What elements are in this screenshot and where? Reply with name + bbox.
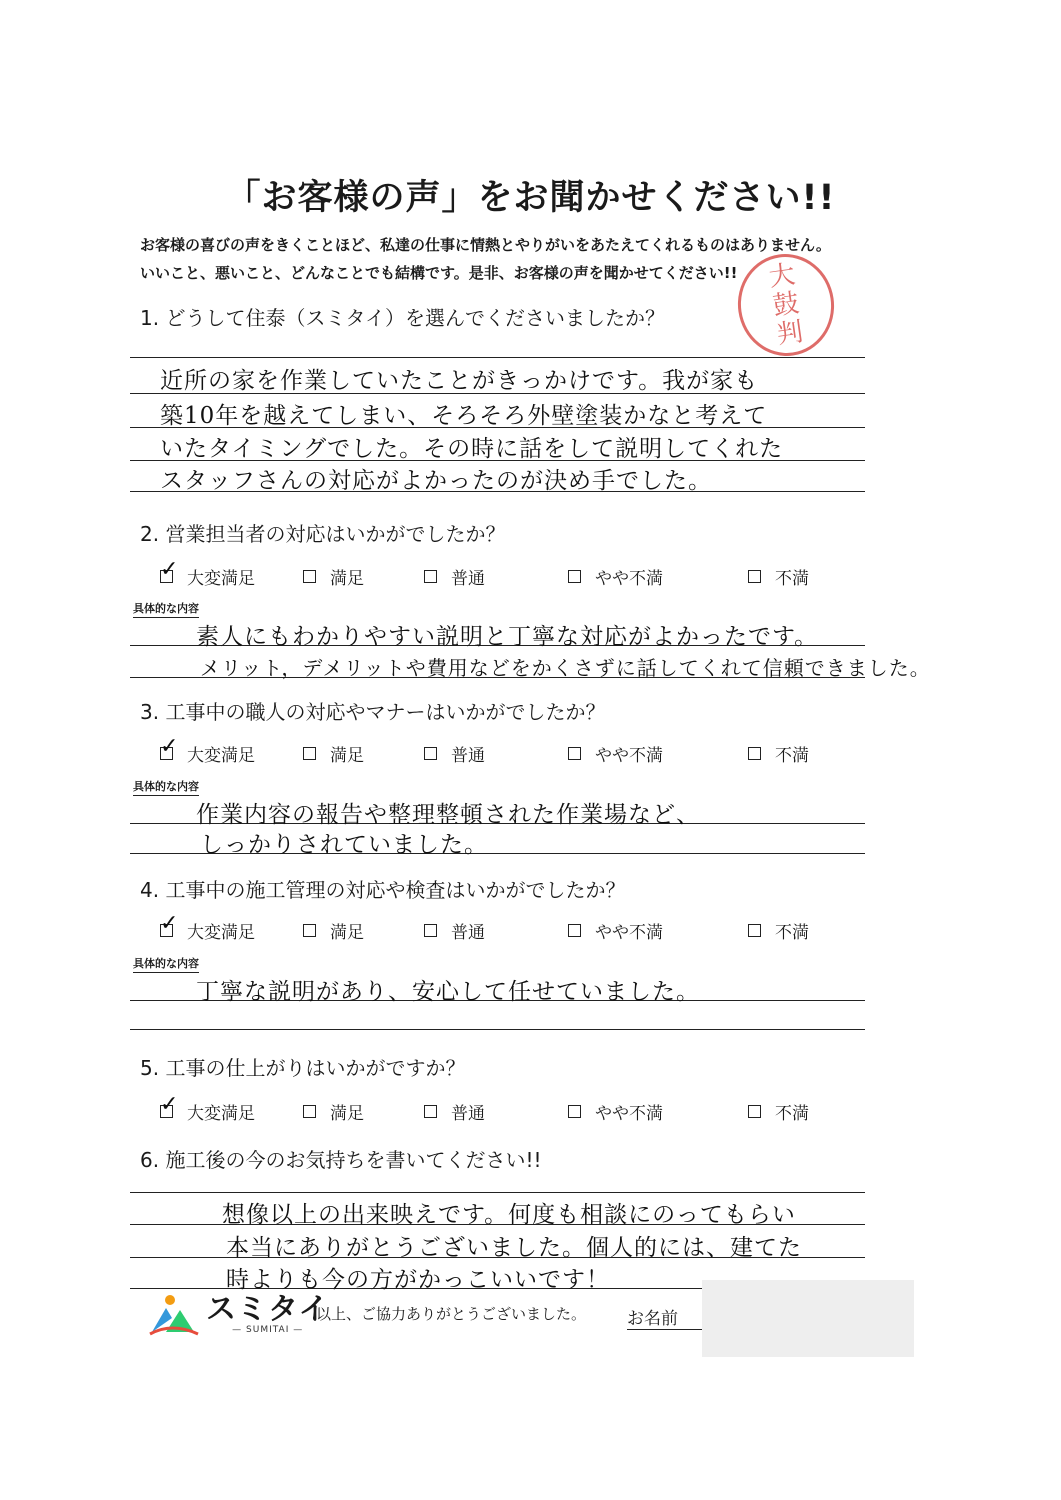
q4-option-very-satisfied[interactable]: [160, 911, 255, 943]
intro-line-2: いいこと、悪いこと、どんなことでも結構です。是非、お客様の声を聞かせてください!!: [140, 264, 738, 282]
q3-answer-line-2: しっかりされていました。: [200, 832, 488, 858]
question-2: 2. 営業担当者の対応はいかがでしたか？: [140, 522, 506, 546]
checkbox[interactable]: [303, 924, 316, 937]
option-label: 大変満足: [187, 746, 255, 766]
logo-subtext: — SUMITAI —: [232, 1325, 304, 1335]
q5-option-satisfied[interactable]: [303, 1099, 364, 1124]
option-label: 普通: [451, 923, 485, 943]
stamp-char-2: 鼓: [770, 287, 801, 322]
option-label: 満足: [330, 1104, 364, 1124]
approval-stamp: [731, 248, 840, 362]
checkbox[interactable]: [160, 911, 179, 937]
q6-answer-line-1: 想像以上の出来映えです。何度も相談にのってもらい: [222, 1202, 796, 1228]
redacted-name-block: [702, 1280, 914, 1357]
q3-option-neutral[interactable]: [424, 741, 485, 766]
q2-option-satisfied[interactable]: [303, 564, 364, 589]
option-label: やや不満: [595, 923, 663, 943]
checkbox[interactable]: [160, 734, 179, 760]
option-label: やや不満: [595, 569, 663, 589]
q5-option-dissatisfied[interactable]: [748, 1099, 809, 1124]
option-label: 不満: [775, 923, 809, 943]
question-6: 6. 施工後の今のお気持ちを書いてください!!: [140, 1148, 542, 1172]
question-4: 4. 工事中の施工管理の対応や検査はいかがでしたか？: [140, 878, 626, 902]
checkbox[interactable]: [160, 1092, 179, 1118]
q2-answer-line-1: 素人にもわかりやすい説明と丁寧な対応がよかったです。: [196, 624, 819, 650]
q2-option-neutral[interactable]: [424, 564, 485, 589]
q5-option-somewhat-dissatisfied[interactable]: [568, 1099, 663, 1124]
q4-answer-line-1: 丁寧な説明があり、安心して任せていました。: [196, 979, 700, 1005]
q2-option-somewhat-dissatisfied[interactable]: [568, 564, 663, 589]
check-icon: ✓: [160, 557, 179, 582]
checkbox[interactable]: [568, 747, 581, 760]
check-icon: ✓: [160, 911, 179, 936]
name-label-text: お名前: [627, 1309, 678, 1329]
option-label: 大変満足: [187, 1104, 255, 1124]
intro-line-1: お客様の喜びの声をきくことほど、私達の仕事に情熱とやりがいをあたえてくれるものはありません。: [140, 236, 831, 254]
q3-option-somewhat-dissatisfied[interactable]: [568, 741, 663, 766]
q2-option-dissatisfied[interactable]: [748, 564, 809, 589]
q3-option-satisfied[interactable]: [303, 741, 364, 766]
form-title: 「お客様の声」をお聞かせください!!: [225, 178, 836, 218]
detail-label: 具体的な内容: [133, 955, 199, 973]
option-label: やや不満: [595, 746, 663, 766]
stamp-char-1: 大: [766, 259, 797, 293]
q4-option-dissatisfied[interactable]: [748, 918, 809, 943]
detail-label: 具体的な内容: [133, 778, 199, 796]
q1-answer-line-2: 築10年を越えてしまい、そろそろ外壁塗装かなと考えて: [160, 403, 768, 429]
detail-label: 具体的な内容: [133, 600, 199, 618]
option-label: 大変満足: [187, 569, 255, 589]
option-label: 大変満足: [187, 923, 255, 943]
option-label: やや不満: [595, 1104, 663, 1124]
checkbox[interactable]: [160, 557, 179, 583]
q1-answer-line-4: スタッフさんの対応がよかったのが決め手でした。: [160, 468, 712, 494]
checkbox[interactable]: [303, 1105, 316, 1118]
checkbox[interactable]: [568, 924, 581, 937]
check-icon: ✓: [160, 1092, 179, 1117]
option-label: 不満: [775, 569, 809, 589]
checkbox[interactable]: [424, 924, 437, 937]
checkbox[interactable]: [748, 924, 761, 937]
checkbox[interactable]: [748, 747, 761, 760]
q2-answer-line-2: メリット，デメリットや費用などをかくさずに話してくれて信頼できました。: [200, 656, 931, 680]
q1-answer-line-3: いたタイミングでした。その時に話をして説明してくれた: [160, 436, 784, 462]
checkbox[interactable]: [303, 570, 316, 583]
footer-thanks: 以上、ご協力ありがとうございました。: [316, 1305, 587, 1323]
q1-answer-line-1: 近所の家を作業していたことがきっかけです。我が家も: [160, 368, 759, 394]
option-label: 普通: [451, 746, 485, 766]
stamp-char-3: 判: [774, 316, 805, 350]
option-label: 満足: [330, 569, 364, 589]
answer-rule: [130, 1192, 865, 1193]
checkbox[interactable]: [424, 570, 437, 583]
q4-option-somewhat-dissatisfied[interactable]: [568, 918, 663, 943]
option-label: 満足: [330, 923, 364, 943]
answer-rule: [130, 357, 865, 358]
question-3: 3. 工事中の職人の対応やマナーはいかがでしたか？: [140, 700, 606, 724]
logo-wordmark: スミタイ: [206, 1292, 330, 1327]
checkbox[interactable]: [424, 1105, 437, 1118]
answer-rule: [130, 1029, 865, 1030]
question-5: 5. 工事の仕上がりはいかがですか？: [140, 1056, 466, 1080]
checkbox[interactable]: [748, 1105, 761, 1118]
option-label: 普通: [451, 1104, 485, 1124]
q4-option-satisfied[interactable]: [303, 918, 364, 943]
q4-option-neutral[interactable]: [424, 918, 485, 943]
q6-answer-line-2: 本当にありがとうございました。個人的には、建てた: [226, 1235, 802, 1261]
option-label: 普通: [451, 569, 485, 589]
q5-option-neutral[interactable]: [424, 1099, 485, 1124]
q3-answer-line-1: 作業内容の報告や整理整頓された作業場など、: [196, 802, 700, 828]
checkbox[interactable]: [424, 747, 437, 760]
q3-option-very-satisfied[interactable]: [160, 734, 255, 766]
company-logo: [146, 1292, 329, 1338]
checkbox[interactable]: [303, 747, 316, 760]
option-label: 満足: [330, 746, 364, 766]
q5-option-very-satisfied[interactable]: [160, 1092, 255, 1124]
q3-option-dissatisfied[interactable]: [748, 741, 809, 766]
q2-option-very-satisfied[interactable]: [160, 557, 255, 589]
check-icon: ✓: [160, 734, 179, 759]
checkbox[interactable]: [568, 570, 581, 583]
q6-answer-line-3: 時よりも今の方がかっこいいです！: [226, 1267, 610, 1293]
logo-mark-icon: [146, 1292, 202, 1338]
option-label: 不満: [775, 1104, 809, 1124]
option-label: 不満: [775, 746, 809, 766]
checkbox[interactable]: [748, 570, 761, 583]
checkbox[interactable]: [568, 1105, 581, 1118]
question-1: 1. どうして住泰（スミタイ）を選んでくださいましたか？: [140, 306, 666, 330]
